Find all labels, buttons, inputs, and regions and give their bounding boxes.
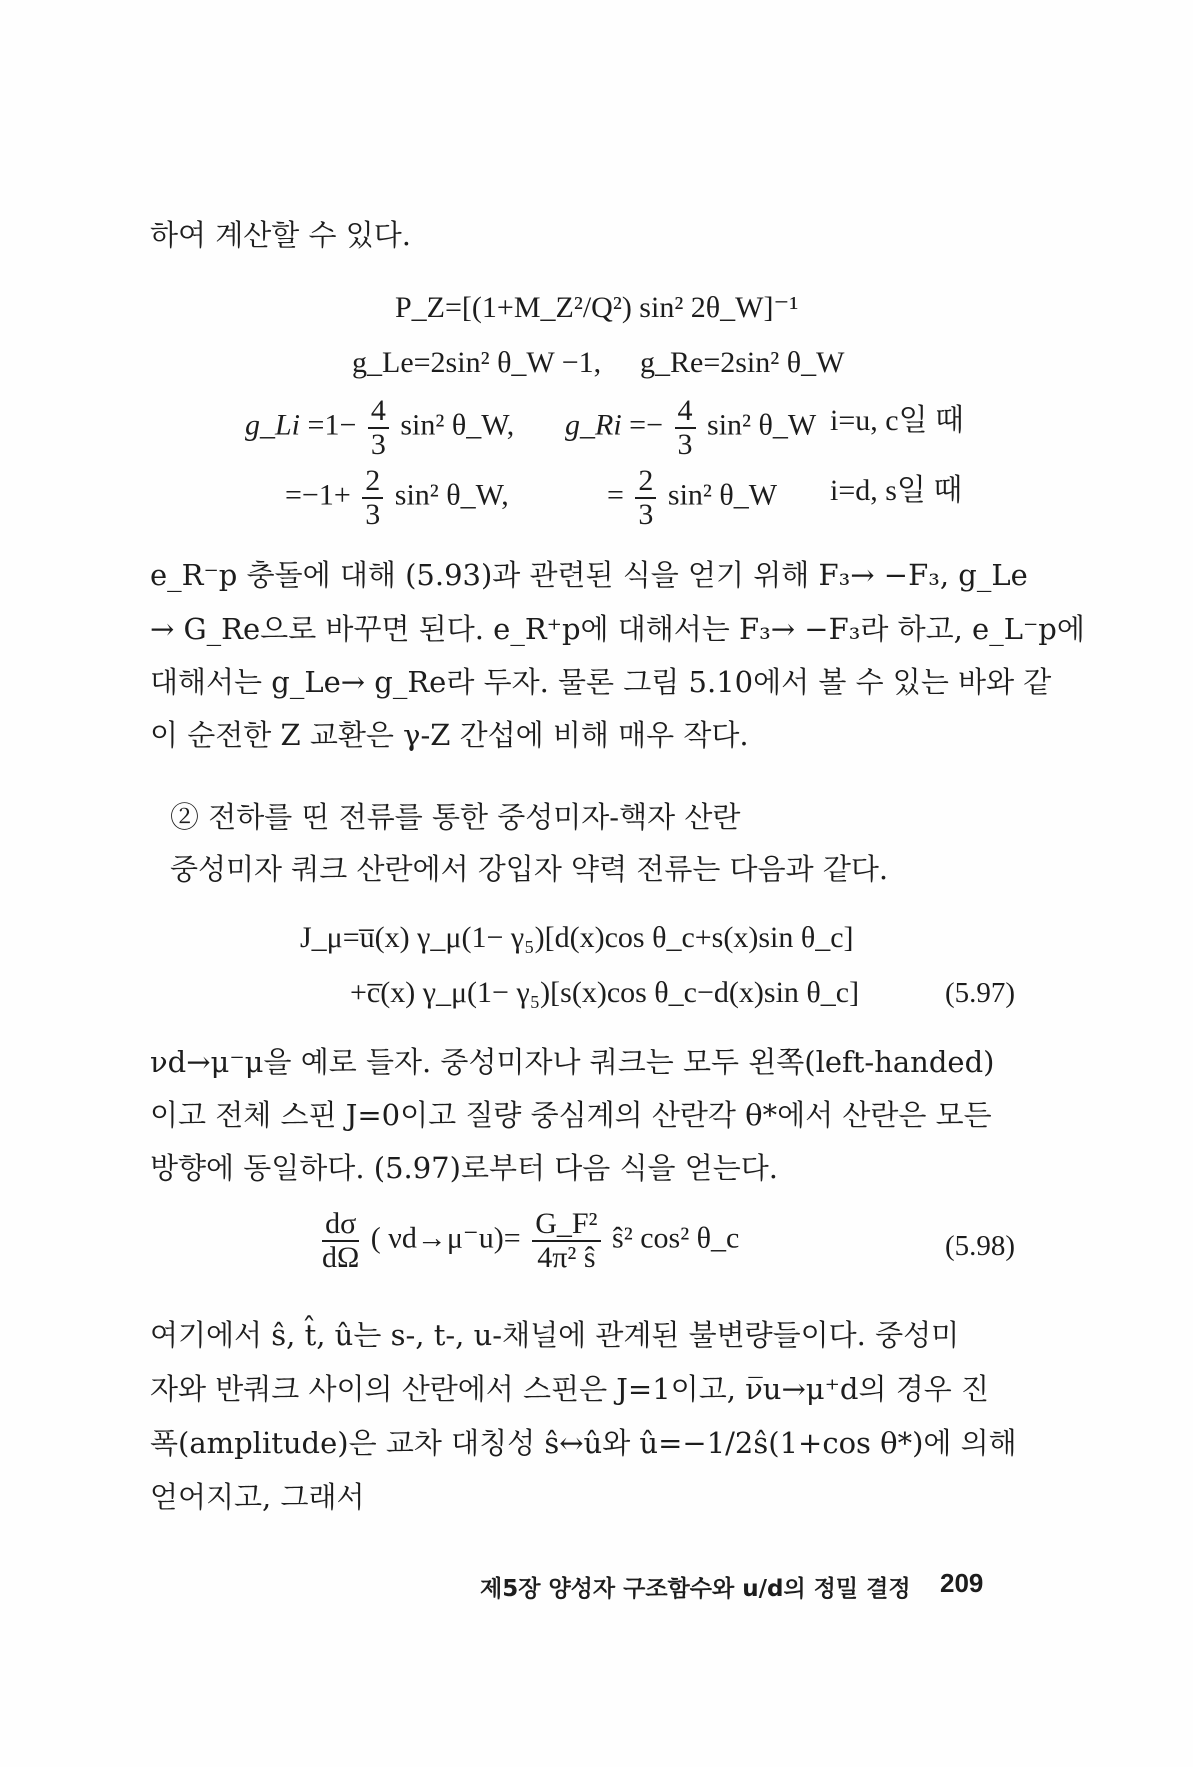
eq-condition-1: i=u, c일 때 bbox=[830, 404, 965, 437]
paragraph-line: 이 순전한 Z 교환은 γ-Z 간섭에 비해 매우 작다. bbox=[150, 718, 749, 752]
paragraph-line: 방향에 동일하다. (5.97)로부터 다음 식을 얻는다. bbox=[150, 1151, 778, 1185]
fraction-denominator: 3 bbox=[677, 427, 693, 461]
eq-gli-rhs-a: =1− bbox=[307, 408, 357, 442]
eq-gli-rhs-b: sin² θ_W, bbox=[400, 408, 515, 442]
fraction-4-3 bbox=[675, 395, 696, 460]
fraction-numerator: dσ bbox=[322, 1208, 359, 1242]
paragraph-line: 자와 반쿼크 사이의 산란에서 스핀은 J=1이고, ν̅u→μ⁺d의 경우 진 bbox=[150, 1372, 989, 1406]
fraction-denominator: dΩ bbox=[322, 1240, 360, 1274]
fraction-numerator: G_F² bbox=[532, 1208, 600, 1242]
eq-condition-2: i=d, s일 때 bbox=[830, 474, 963, 507]
fraction-2-3 bbox=[362, 465, 383, 530]
paragraph-line: 대해서는 g_Le→ g_Re라 두자. 물론 그림 5.10에서 볼 수 있는 바와 같 bbox=[150, 665, 1052, 699]
eq-598-tail: ŝ² cos² θ_c bbox=[612, 1221, 740, 1255]
eq-598-process: ( νd→μ⁻u)= bbox=[370, 1221, 521, 1255]
paragraph-line: 폭(amplitude)은 교차 대칭성 ŝ↔û와 û=−1/2ŝ(1+cos θ*)에 의해 bbox=[150, 1426, 1017, 1460]
fraction-2-3 bbox=[635, 465, 656, 530]
fraction-denominator: 3 bbox=[370, 427, 386, 461]
eq-gri-lhs: g_Ri bbox=[565, 408, 622, 442]
fraction-dsigma-domega bbox=[322, 1208, 359, 1273]
eq-row2-lhs-b: sin² θ_W, bbox=[394, 478, 509, 512]
paragraph-line: 이고 전체 스핀 J=0이고 질량 중심계의 산란각 θ*에서 산란은 모든 bbox=[150, 1098, 992, 1132]
fraction-numerator: 4 bbox=[368, 395, 389, 429]
eq-gri-rhs-a: =− bbox=[629, 408, 664, 442]
fraction-numerator: 4 bbox=[675, 395, 696, 429]
paragraph-line: 여기에서 ŝ, t̂, û는 s-, t-, u-채널에 관계된 불변량들이다. 중성미 bbox=[150, 1318, 960, 1352]
eq-597-line1: J_μ=u̅(x) γ_μ(1− γ₅)[d(x)cos θ_c+s(x)sin θ_c] bbox=[300, 921, 854, 954]
eq-597-line2: +c̅(x) γ_μ(1− γ₅)[s(x)cos θ_c−d(x)sin θ_c] bbox=[350, 976, 860, 1009]
eq-gli-lhs: g_Li bbox=[245, 408, 301, 442]
eq-row2-mid-a: = bbox=[607, 478, 624, 512]
equation-5-98 bbox=[318, 1208, 739, 1273]
fraction-numerator: 2 bbox=[362, 465, 383, 499]
equation-number: (5.98) bbox=[945, 1230, 1016, 1262]
eq-gre: g_Re=2sin² θ_W bbox=[640, 346, 845, 379]
eq-gri-rhs-b: sin² θ_W bbox=[707, 408, 817, 442]
fraction-denominator: 4π² ŝ bbox=[537, 1240, 596, 1274]
eq-row2-mid-b: sin² θ_W bbox=[667, 478, 778, 512]
equation-number: (5.97) bbox=[945, 977, 1016, 1009]
eq-gli-row bbox=[245, 395, 514, 460]
eq-pz: P_Z=[(1+M_Z²/Q²) sin² 2θ_W]⁻¹ bbox=[395, 291, 799, 324]
fraction-denominator: 3 bbox=[365, 497, 381, 531]
fraction-4-3 bbox=[368, 395, 389, 460]
running-footer: 제5장 양성자 구조함수와 u/d의 정밀 결정 bbox=[480, 1576, 911, 1602]
intro-line: 하여 계산할 수 있다. bbox=[150, 218, 411, 252]
eq-gle: g_Le=2sin² θ_W −1, bbox=[352, 346, 602, 379]
eq-gri-row bbox=[565, 395, 816, 460]
page-number: 209 bbox=[940, 1568, 984, 1598]
fraction-gf-over-s bbox=[532, 1208, 600, 1273]
paragraph-line: → G_Re으로 바꾸면 된다. e_R⁺p에 대해서는 F₃→ −F₃라 하고, e_L⁻p에 bbox=[150, 612, 1085, 646]
eq-row2-mid bbox=[607, 465, 777, 530]
paragraph-line: νd→μ⁻μ을 예로 들자. 중성미자나 쿼크는 모두 왼쪽(left-handed) bbox=[150, 1045, 995, 1079]
paragraph-line: e_R⁻p 충돌에 대해 (5.93)과 관련된 식을 얻기 위해 F₃→ −F₃, g_Le bbox=[150, 558, 1028, 592]
fraction-denominator: 3 bbox=[638, 497, 654, 531]
fraction-numerator: 2 bbox=[635, 465, 656, 499]
eq-row2-left bbox=[285, 465, 509, 530]
section-heading: ② 전하를 띤 전류를 통한 중성미자-핵자 산란 bbox=[170, 800, 741, 834]
paragraph-line: 얻어지고, 그래서 bbox=[150, 1480, 365, 1514]
eq-row2-lhs-a: =−1+ bbox=[285, 478, 351, 512]
section-intro: 중성미자 쿼크 산란에서 강입자 약력 전류는 다음과 같다. bbox=[170, 852, 889, 886]
